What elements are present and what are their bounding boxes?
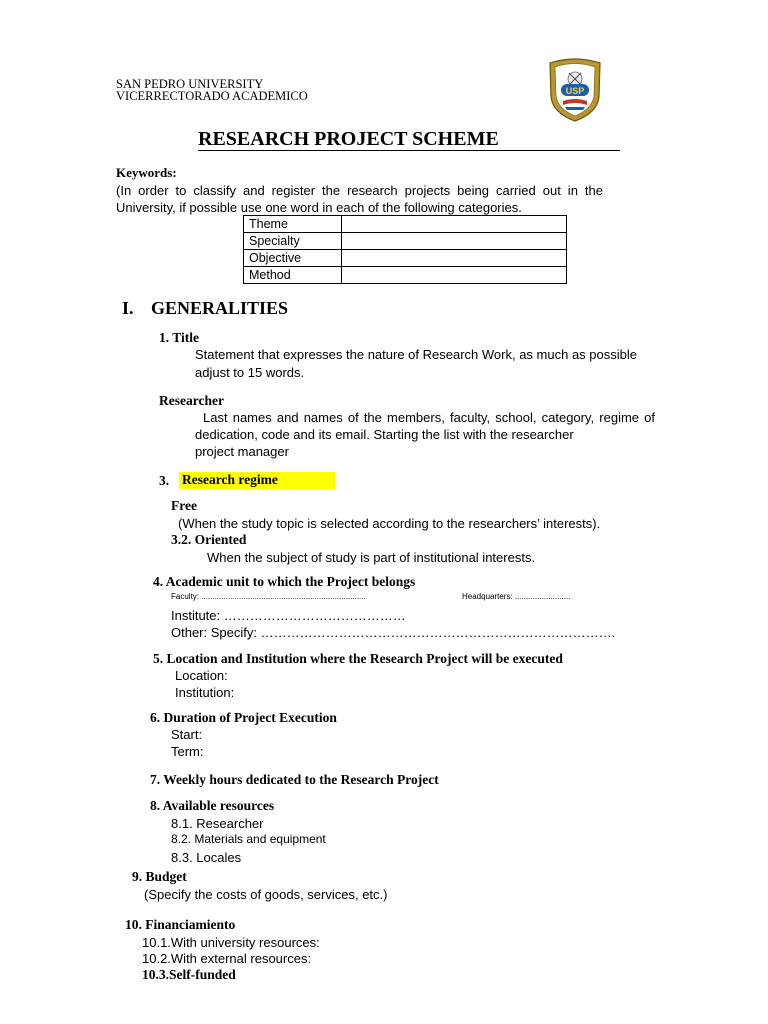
keyword-theme-label: Theme — [244, 216, 342, 233]
researcher-desc2: dedication, code and its email. Starting the list with the researcher — [195, 427, 574, 442]
budget-desc: (Specify the costs of goods, services, etc.) — [144, 887, 388, 902]
researcher-desc1: Last names and names of the members, faculty, school, category, regime of — [203, 410, 655, 425]
section-heading: GENERALITIES — [151, 298, 289, 318]
keywords-desc-line2: University, if possible use one word in each of the following categories. — [116, 200, 522, 215]
keyword-specialty-label: Specialty — [244, 233, 342, 250]
faculty-field[interactable]: Faculty: .......................................................................... — [171, 592, 366, 601]
table-row — [244, 250, 567, 267]
regime-oriented-desc: When the subject of study is part of institutional interests. — [207, 550, 536, 565]
institution-field[interactable]: Institution: — [175, 685, 235, 700]
title-underline — [198, 150, 620, 151]
title-section-desc1: Statement that expresses the nature of Research Work, as much as possible — [195, 347, 637, 362]
resource-materials: 8.2. Materials and equipment — [171, 832, 326, 846]
university-name: SAN PEDRO UNIVERSITY — [116, 77, 264, 91]
institute-field[interactable]: Institute: …………………………………… — [171, 608, 406, 623]
researcher-desc3: project manager — [195, 444, 289, 459]
financing-external: 10.2.With external resources: — [142, 951, 312, 966]
weekly-hours-label: 7. Weekly hours dedicated to the Research Project — [150, 772, 439, 787]
budget-label: 9. Budget — [132, 869, 187, 884]
keyword-method-label: Method — [244, 267, 342, 284]
resources-label: 8. Available resources — [150, 798, 275, 813]
regime-free-desc: (When the study topic is selected according to the researchers’ interests). — [178, 516, 601, 531]
resource-researcher: 8.1. Researcher — [171, 816, 264, 831]
financing-self-funded: 10.3.Self-funded — [142, 967, 236, 982]
office-name: VICERRECTORADO ACADEMICO — [116, 89, 308, 103]
financing-label: 10. Financiamiento — [125, 917, 236, 932]
keywords-label: Keywords: — [116, 165, 177, 180]
title-section-desc2: adjust to 15 words. — [195, 365, 305, 380]
logo-text: USP — [565, 86, 585, 96]
keyword-objective-label: Objective — [244, 250, 342, 267]
location-label: 5. Location and Institution where the Research Project will be executed — [153, 651, 563, 666]
term-field[interactable]: Term: — [171, 744, 204, 759]
table-row — [244, 216, 567, 233]
university-logo — [547, 57, 603, 123]
keyword-objective-value[interactable] — [342, 250, 567, 267]
location-field[interactable]: Location: — [175, 668, 228, 683]
regime-free-label: Free — [171, 498, 197, 513]
keywords-desc-line1: (In order to classify and register the research projects being carried out in the — [116, 183, 603, 198]
researcher-label: Researcher — [159, 393, 224, 408]
table-row — [244, 233, 567, 250]
financing-university: 10.1.With university resources: — [142, 935, 320, 950]
regime-label: Research regime — [179, 472, 335, 489]
keyword-method-value[interactable] — [342, 267, 567, 284]
keyword-specialty-value[interactable] — [342, 233, 567, 250]
start-field[interactable]: Start: — [171, 727, 203, 742]
duration-label: 6. Duration of Project Execution — [150, 710, 337, 725]
regime-number: 3. — [159, 473, 170, 488]
table-row — [244, 267, 567, 284]
section-number: I. — [122, 298, 134, 318]
keywords-table — [243, 215, 567, 284]
academic-unit-label: 4. Academic unit to which the Project belongs — [153, 574, 416, 589]
regime-oriented-label: 3.2. Oriented — [171, 532, 247, 547]
headquarters-field[interactable]: Headquarters: ......................... — [462, 592, 571, 601]
page-title: RESEARCH PROJECT SCHEME — [198, 128, 499, 150]
title-section-label: 1. Title — [159, 330, 200, 345]
resource-locales: 8.3. Locales — [171, 850, 242, 865]
keyword-theme-value[interactable] — [342, 216, 567, 233]
other-specify-field[interactable]: Other: Specify: ………………………………………………………………………. — [171, 625, 616, 640]
